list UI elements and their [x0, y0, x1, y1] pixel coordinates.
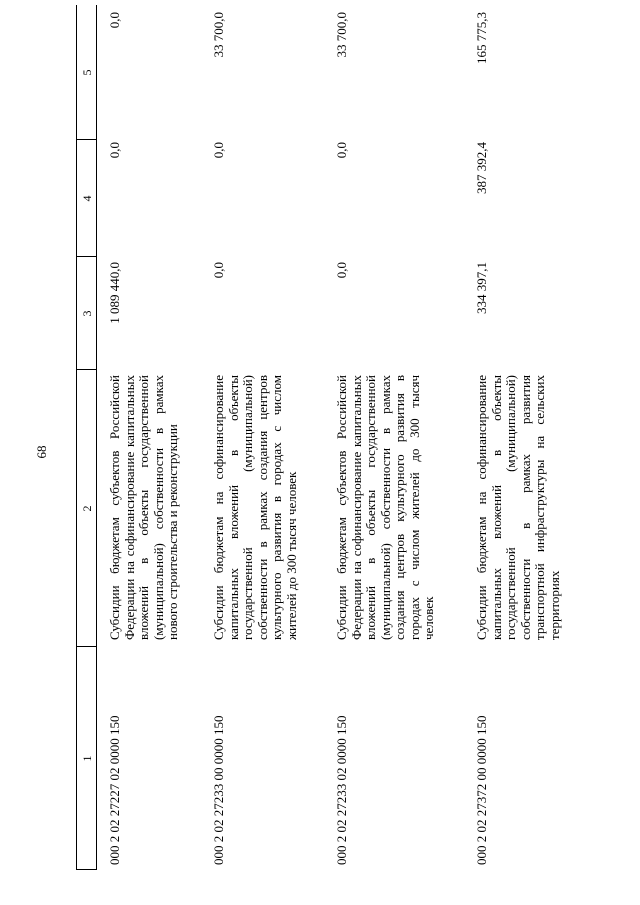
- header-top-rule: [76, 5, 77, 870]
- column-header-2: 2: [80, 505, 94, 512]
- row-2-code: 000 2 02 27233 00 0000 150: [211, 715, 226, 865]
- row-3-col3-value: 0,0: [334, 262, 349, 279]
- row-1-col5-value: 0,0: [107, 12, 122, 29]
- row-4-code: 000 2 02 27372 00 0000 150: [474, 715, 489, 865]
- row-1-col3-value: 1 089 440,0: [107, 262, 122, 324]
- row-3-col5-value: 33 700,0: [334, 12, 349, 58]
- row-3-description: Субсидии бюджетам субъектов Российской Федерации на софинансирование капитальных вложений в объекты государственной (муниципальной) собственности в рамках создания центров культурного развития в городах с числом жителей до 300 тысяч человек: [334, 375, 436, 640]
- row-2-col4-value: 0,0: [211, 142, 226, 159]
- row-2-description: Субсидии бюджетам на софинансирование капитальных вложений в объекты государственной (муниципальной) собственности в рамках создания центров культурного развития в городах с числом жителей до 300 тысяч человек: [211, 375, 299, 640]
- row-3-col4-value: 0,0: [334, 142, 349, 159]
- row-4-description: Субсидии бюджетам на софинансирование капитальных вложений в объекты государственной (муниципальной) собственности в рамках развития транспортной инфраструктуры на сельских территориях: [474, 375, 562, 640]
- column-header-1: 1: [80, 755, 94, 762]
- row-1-description: Субсидии бюджетам субъектов Российской Федерации на софинансирование капитальных вложений в объекты государственной (муниципальной) собственности в рамках нового строительства и реконструкции: [107, 375, 180, 640]
- page-number: 68: [34, 445, 49, 459]
- row-4-col5-value: 165 775,3: [474, 12, 489, 64]
- column-header-3: 3: [80, 310, 94, 317]
- row-1-code: 000 2 02 27227 02 0000 150: [107, 715, 122, 865]
- header-bottom-rule: [96, 5, 97, 870]
- row-3-code: 000 2 02 27233 02 0000 150: [334, 715, 349, 865]
- column-header-4: 4: [80, 195, 94, 202]
- row-4-col4-value: 387 392,4: [474, 142, 489, 194]
- column-header-5: 5: [80, 69, 94, 76]
- row-1-col4-value: 0,0: [107, 142, 122, 159]
- row-2-col3-value: 0,0: [211, 262, 226, 279]
- row-2-col5-value: 33 700,0: [211, 12, 226, 58]
- row-4-col3-value: 334 397,1: [474, 262, 489, 314]
